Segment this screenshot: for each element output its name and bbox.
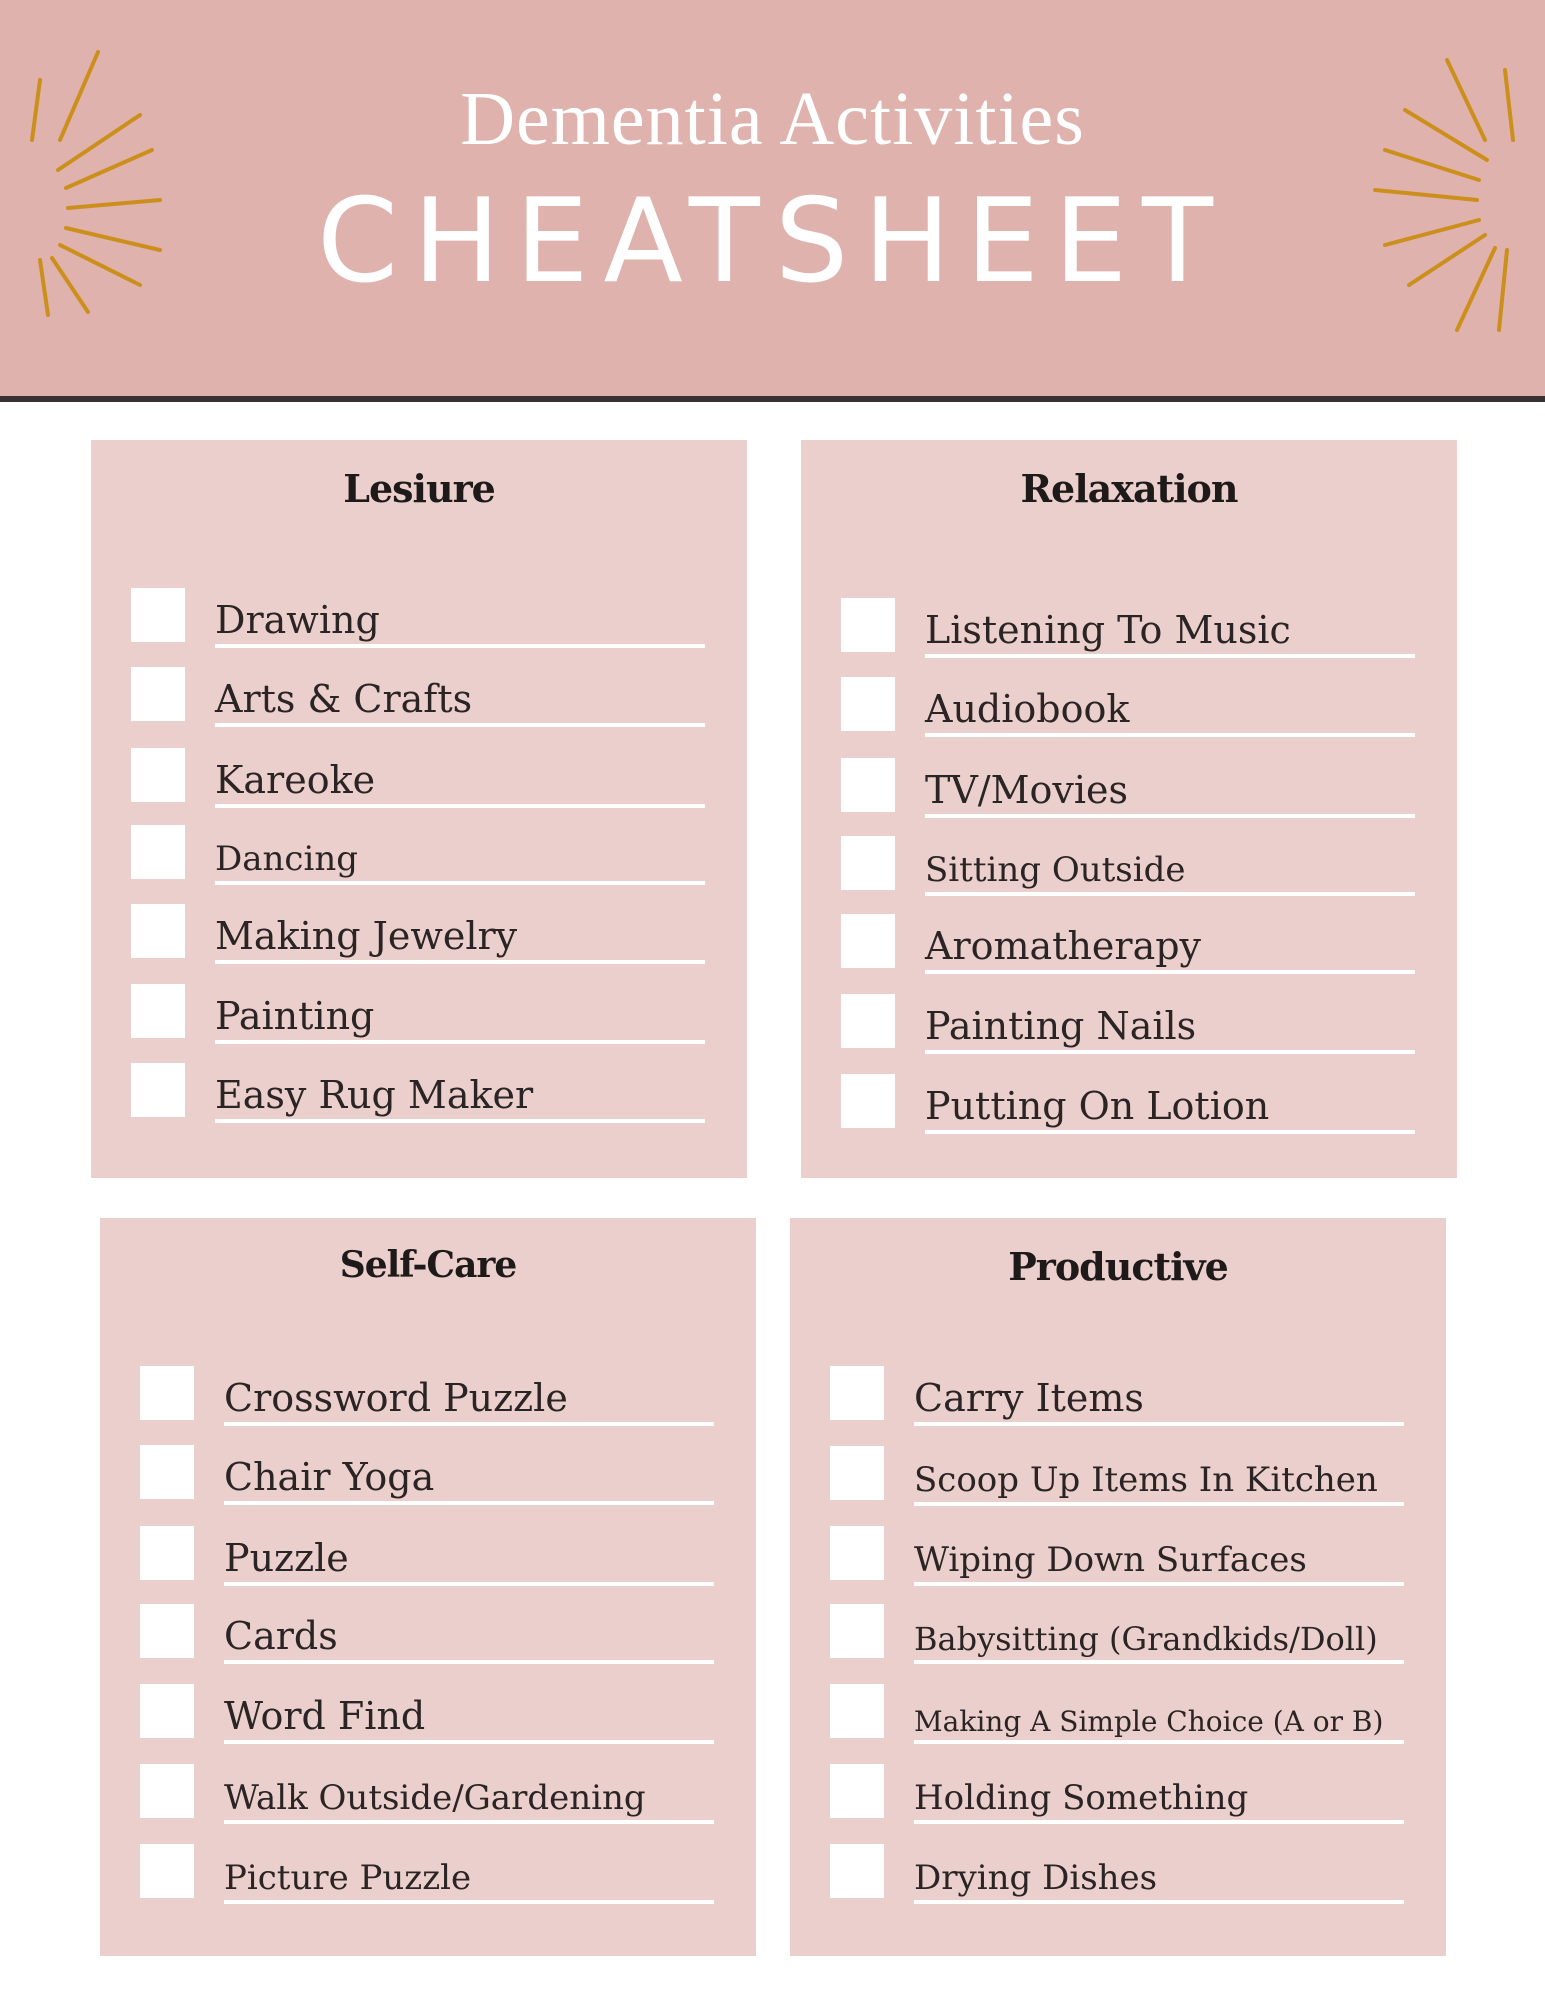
item-label: Kareoke xyxy=(215,758,376,802)
underline xyxy=(224,1740,714,1744)
checklist-item[interactable] xyxy=(841,830,1431,896)
section-relaxation xyxy=(801,440,1457,1178)
checklist-item[interactable] xyxy=(140,1758,730,1824)
underline xyxy=(925,654,1415,658)
checklist-item[interactable] xyxy=(131,1057,721,1123)
item-label: Listening To Music xyxy=(925,608,1291,652)
checklist-item[interactable] xyxy=(830,1678,1420,1744)
item-label: Picture Puzzle xyxy=(224,1858,472,1898)
checklist-item[interactable] xyxy=(841,752,1431,818)
checkbox[interactable] xyxy=(131,904,185,958)
checkbox[interactable] xyxy=(841,914,895,968)
checklist-item[interactable] xyxy=(131,819,721,885)
underline xyxy=(224,1422,714,1426)
checklist-item[interactable] xyxy=(841,988,1431,1054)
underline xyxy=(914,1582,1404,1586)
checkbox[interactable] xyxy=(140,1844,194,1898)
item-label: Sitting Outside xyxy=(925,850,1186,890)
checkbox[interactable] xyxy=(830,1684,884,1738)
underline xyxy=(215,1040,705,1044)
checklist-item[interactable] xyxy=(131,898,721,964)
underline xyxy=(925,892,1415,896)
section-title: Productive xyxy=(1008,1244,1228,1289)
underline xyxy=(914,1502,1404,1506)
underline xyxy=(215,1119,705,1123)
header-divider xyxy=(0,396,1545,402)
item-label: Word Find xyxy=(224,1694,426,1738)
underline xyxy=(914,1660,1404,1664)
checkbox[interactable] xyxy=(131,748,185,802)
checklist-item[interactable] xyxy=(140,1678,730,1744)
item-label: Dancing xyxy=(215,839,359,879)
checkbox[interactable] xyxy=(830,1446,884,1500)
checklist-item[interactable] xyxy=(841,671,1431,737)
item-label: Walk Outside/Gardening xyxy=(224,1778,646,1818)
underline xyxy=(914,1422,1404,1426)
item-label: Drawing xyxy=(215,598,380,642)
item-label: Aromatherapy xyxy=(925,924,1202,968)
underline xyxy=(215,644,705,648)
checklist-item[interactable] xyxy=(830,1440,1420,1506)
checklist-item[interactable] xyxy=(830,1598,1420,1664)
checklist-item[interactable] xyxy=(841,1068,1431,1134)
underline xyxy=(914,1820,1404,1824)
sunburst-icon xyxy=(1345,20,1535,360)
underline xyxy=(224,1501,714,1505)
checkbox[interactable] xyxy=(841,994,895,1048)
item-label: Carry Items xyxy=(914,1376,1144,1420)
underline xyxy=(925,1130,1415,1134)
checklist-item[interactable] xyxy=(830,1758,1420,1824)
checkbox[interactable] xyxy=(140,1526,194,1580)
underline xyxy=(925,1050,1415,1054)
section-self-care xyxy=(100,1218,756,1956)
item-label: Easy Rug Maker xyxy=(215,1073,534,1117)
checkbox[interactable] xyxy=(841,677,895,731)
checkbox[interactable] xyxy=(830,1844,884,1898)
page-title: Dementia Activities xyxy=(460,77,1085,161)
section-productive xyxy=(790,1218,1446,1956)
item-label: Putting On Lotion xyxy=(925,1084,1270,1128)
section-title: Self-Care xyxy=(339,1244,517,1286)
item-label: Crossword Puzzle xyxy=(224,1376,568,1420)
item-label: Making Jewelry xyxy=(215,914,518,958)
checkbox[interactable] xyxy=(830,1604,884,1658)
checklist-item[interactable] xyxy=(830,1520,1420,1586)
checklist-item[interactable] xyxy=(131,742,721,808)
checklist-item[interactable] xyxy=(140,1520,730,1586)
checklist-item[interactable] xyxy=(131,661,721,727)
checkbox[interactable] xyxy=(140,1764,194,1818)
underline xyxy=(925,814,1415,818)
checkbox[interactable] xyxy=(841,836,895,890)
underline xyxy=(914,1740,1404,1744)
item-label: Arts & Crafts xyxy=(215,677,473,721)
item-label: Painting xyxy=(215,994,375,1038)
page-subtitle: CHEATSHEET xyxy=(316,174,1229,309)
underline xyxy=(925,733,1415,737)
header-banner xyxy=(0,0,1545,396)
checkbox[interactable] xyxy=(131,1063,185,1117)
checklist-item[interactable] xyxy=(131,978,721,1044)
underline xyxy=(215,723,705,727)
section-title: Lesiure xyxy=(343,466,495,511)
item-label: Babysitting (Grandkids/Doll) xyxy=(914,1620,1378,1658)
underline xyxy=(925,970,1415,974)
checkbox[interactable] xyxy=(830,1366,884,1420)
checklist-item[interactable] xyxy=(841,592,1431,658)
underline xyxy=(914,1900,1404,1904)
item-label: Chair Yoga xyxy=(224,1455,435,1499)
underline xyxy=(215,804,705,808)
checkbox[interactable] xyxy=(140,1445,194,1499)
underline xyxy=(215,881,705,885)
section-lesiure xyxy=(91,440,747,1178)
item-label: Puzzle xyxy=(224,1536,349,1580)
checkbox[interactable] xyxy=(830,1526,884,1580)
checkbox[interactable] xyxy=(131,984,185,1038)
checkbox[interactable] xyxy=(131,825,185,879)
checkbox[interactable] xyxy=(830,1764,884,1818)
checkbox[interactable] xyxy=(841,598,895,652)
checklist-item[interactable] xyxy=(131,582,721,648)
checkbox[interactable] xyxy=(140,1684,194,1738)
checkbox[interactable] xyxy=(841,758,895,812)
item-label: Cards xyxy=(224,1614,338,1658)
item-label: Drying Dishes xyxy=(914,1858,1158,1898)
underline xyxy=(215,960,705,964)
item-label: Wiping Down Surfaces xyxy=(914,1540,1307,1580)
checkbox[interactable] xyxy=(131,667,185,721)
checkbox[interactable] xyxy=(140,1366,194,1420)
item-label: Making A Simple Choice (A or B) xyxy=(914,1705,1384,1738)
item-label: Scoop Up Items In Kitchen xyxy=(914,1460,1378,1500)
underline xyxy=(224,1900,714,1904)
underline xyxy=(224,1582,714,1586)
item-label: Audiobook xyxy=(925,687,1130,731)
section-title: Relaxation xyxy=(1020,466,1238,511)
checklist-item[interactable] xyxy=(140,1439,730,1505)
checklist-item[interactable] xyxy=(830,1360,1420,1426)
item-label: Painting Nails xyxy=(925,1004,1197,1048)
checklist-item[interactable] xyxy=(841,908,1431,974)
checklist-item[interactable] xyxy=(140,1360,730,1426)
checklist-item[interactable] xyxy=(140,1598,730,1664)
checkbox[interactable] xyxy=(131,588,185,642)
item-label: Holding Something xyxy=(914,1778,1249,1818)
underline xyxy=(224,1660,714,1664)
checklist-item[interactable] xyxy=(830,1838,1420,1904)
checkbox[interactable] xyxy=(140,1604,194,1658)
checklist-item[interactable] xyxy=(140,1838,730,1904)
checkbox[interactable] xyxy=(841,1074,895,1128)
underline xyxy=(224,1820,714,1824)
item-label: TV/Movies xyxy=(925,768,1128,812)
